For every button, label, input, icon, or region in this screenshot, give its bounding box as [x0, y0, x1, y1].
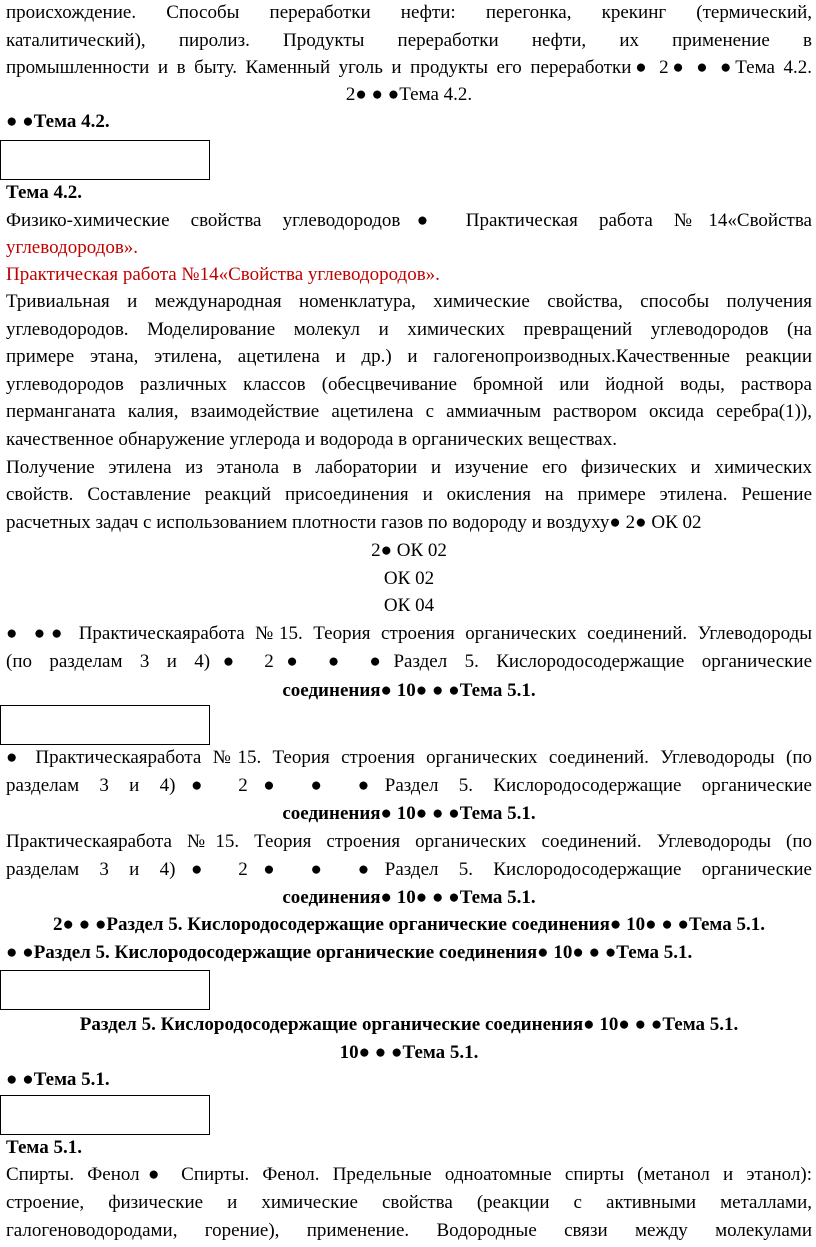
text-line: соединения● 10● ● ●Тема 5.1. — [282, 887, 536, 908]
text-line: строение, физические и химические свойства (реакции с активными металлами, — [6, 1192, 812, 1213]
text-line: (по разделам 3 и 4)● 2● ● ●Раздел 5. Кислородосодержащие органические — [6, 651, 812, 672]
text-line: Раздел 5. Кислородосодержащие органические соединения● 10● ● ●Тема 5.1. — [79, 1014, 739, 1035]
empty-box — [0, 705, 210, 745]
text-line: 2● ● ●Тема 4.2. — [345, 84, 473, 105]
text-line: промышленности и в быту. Каменный уголь и продукты его переработки● 2● ● ●Тема 4.2. — [6, 57, 812, 78]
text-line: ● ●Тема 5.1. — [6, 1069, 110, 1090]
text-line: качественное обнаружение углерода и водорода в органических веществах. — [6, 429, 617, 450]
text-line: разделам 3 и 4)● 2● ● ●Раздел 5. Кислородосодержащие органические — [6, 859, 812, 880]
text-line: Практическаяработа №15. Теория строения органических соединений. Углеводороды (по — [6, 831, 812, 852]
text-line: примере этана, этилена, ацетилена и др.) и галогенопроизводных.Качественные реакции — [6, 346, 812, 367]
text-line: 2● ОК 02 — [371, 540, 447, 561]
text-line: свойств. Составление реакций присоединения и окисления на примере этилена. Решение — [6, 484, 812, 505]
text-line: Практическая работа №14«Свойства углеводородов». — [6, 264, 440, 285]
text-line: углеводородов различных классов (обесцвечивание бромной или йодной воды, раствора — [6, 374, 812, 395]
empty-box — [0, 1095, 210, 1135]
text-line: галогеноводородами, горение), применение. Водородные связи между молекулами — [6, 1220, 812, 1241]
text-line: 10● ● ●Тема 5.1. — [339, 1042, 479, 1063]
text-line: разделам 3 и 4)● 2● ● ●Раздел 5. Кислородосодержащие органические — [6, 775, 812, 796]
text-line: углеводородов». — [6, 237, 139, 258]
section-heading: Тема 4.2. — [6, 182, 82, 203]
text-line: ● ●Раздел 5. Кислородосодержащие органические соединения● 10● ● ●Тема 5.1. — [6, 942, 693, 963]
text-line: ● ●Тема 4.2. — [6, 111, 110, 132]
text-line: Спирты. Фенол● Спирты. Фенол. Предельные одноатомные спирты (метанол и этанол): — [6, 1164, 812, 1185]
text-line: углеводородов. Моделирование молекул и химических превращений углеводородов (на — [6, 319, 812, 340]
text-line: каталитический), пиролиз. Продукты переработки нефти, их применение в — [6, 30, 812, 51]
text-line: перманганата калия, взаимодействие ацетилена с аммиачным раствором оксида серебра(1)), — [6, 401, 812, 422]
text-line: Тривиальная и международная номенклатура, химические свойства, способы получения — [6, 291, 812, 312]
text-line: ● Практическаяработа №15. Теория строения органических соединений. Углеводороды (по — [6, 747, 812, 768]
empty-box — [0, 140, 210, 180]
text-line: соединения● 10● ● ●Тема 5.1. — [282, 680, 536, 701]
text-line: соединения● 10● ● ●Тема 5.1. — [282, 803, 536, 824]
text-line: ● ●● Практическаяработа №15. Теория строения органических соединений. Углеводороды — [6, 623, 812, 644]
empty-box — [0, 970, 210, 1010]
text-line: 2● ● ●Раздел 5. Кислородосодержащие органические соединения● 10● ● ●Тема 5.1. — [53, 914, 765, 935]
text-line: Физико-химические свойства углеводородов● Практическая работа №14«Свойства — [6, 210, 812, 231]
text-line: ОК 04 — [383, 595, 435, 616]
text-line: происхождение. Способы переработки нефти: перегонка, крекинг (термический, — [6, 2, 812, 23]
text-line: расчетных задач с использованием плотности газов по водороду и воздуху● 2● ОК 02 — [6, 512, 702, 533]
section-heading: Тема 5.1. — [6, 1137, 82, 1158]
text-line: Получение этилена из этанола в лаборатории и изучение его физических и химических — [6, 457, 812, 478]
text-line: ОК 02 — [383, 568, 435, 589]
